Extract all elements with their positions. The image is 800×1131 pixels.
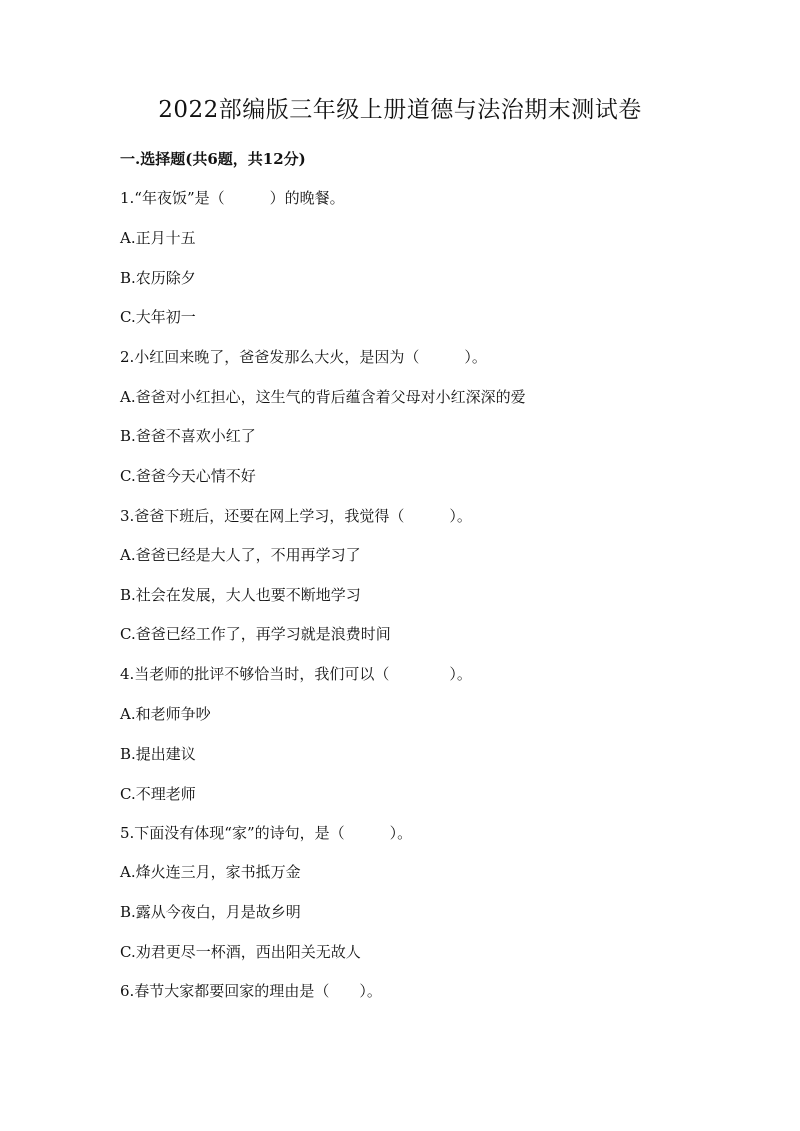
question-stem: 5.下面没有体现“家”的诗句，是（ ）。 — [120, 824, 413, 842]
answer-option: B.农历除夕 — [120, 269, 196, 287]
question-stem: 2.小红回来晚了，爸爸发那么大火，是因为（ ）。 — [120, 348, 487, 366]
question-stem: 3.爸爸下班后，还要在网上学习，我觉得（ ）。 — [120, 507, 472, 525]
question-stem: 6.春节大家都要回家的理由是（ ）。 — [120, 982, 382, 1000]
answer-option: C.不理老师 — [120, 785, 196, 803]
answer-option: A.爸爸对小红担心，这生气的背后蕴含着父母对小红深深的爱 — [120, 388, 526, 406]
answer-option: B.社会在发展，大人也要不断地学习 — [120, 586, 361, 604]
page-title: 2022部编版三年级上册道德与法治期末测试卷 — [158, 97, 642, 123]
answer-option: A.正月十五 — [120, 229, 196, 247]
question-stem: 4.当老师的批评不够恰当时，我们可以（ ）。 — [120, 665, 472, 683]
answer-option: C.爸爸今天心情不好 — [120, 467, 256, 485]
answer-option: B.提出建议 — [120, 745, 196, 763]
answer-option: A.和老师争吵 — [120, 705, 211, 723]
answer-option: A.爸爸已经是大人了，不用再学习了 — [120, 546, 361, 564]
answer-option: C.劝君更尽一杯酒，西出阳关无故人 — [120, 943, 361, 961]
question-stem: 1.“年夜饭”是（ ）的晚餐。 — [120, 189, 345, 207]
answer-option: C.爸爸已经工作了，再学习就是浪费时间 — [120, 625, 391, 643]
section-heading: 一.选择题(共6题，共12分) — [120, 150, 306, 168]
answer-option: B.露从今夜白，月是故乡明 — [120, 903, 301, 921]
answer-option: C.大年初一 — [120, 308, 196, 326]
answer-option: A.烽火连三月，家书抵万金 — [120, 863, 301, 881]
answer-option: B.爸爸不喜欢小红了 — [120, 427, 256, 445]
